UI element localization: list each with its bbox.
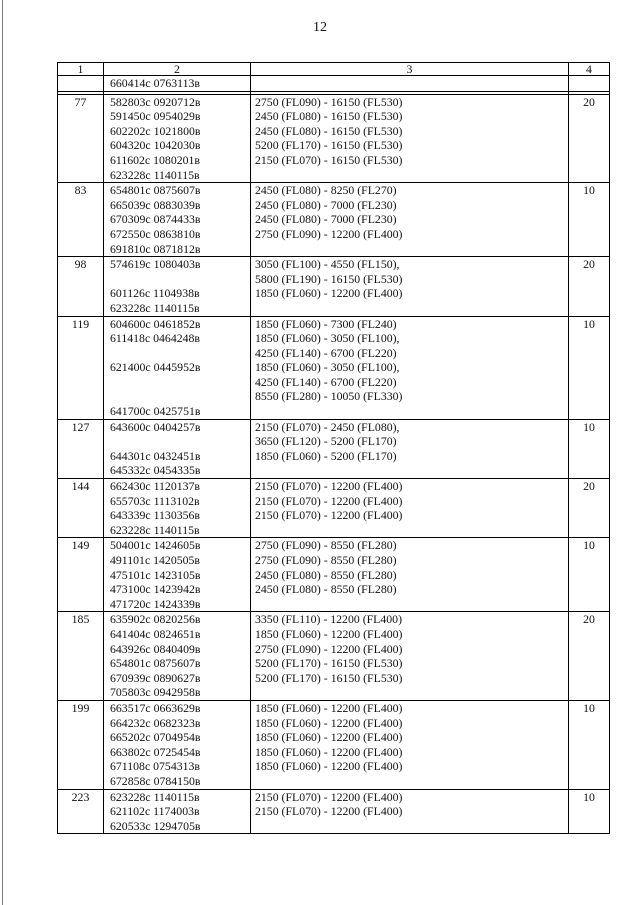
points-cell xyxy=(104,419,251,478)
point-line: 643600с 0404257в xyxy=(110,419,201,434)
point-line: 655703с 1113102в xyxy=(110,493,200,508)
points-cell xyxy=(104,94,251,183)
point-line: 602202с 1021800в xyxy=(110,123,201,138)
blank-line xyxy=(108,272,246,287)
levels-cell xyxy=(251,76,569,92)
point-line: 621400с 0445952в xyxy=(110,360,201,375)
entry-value: 10 xyxy=(569,789,610,834)
level-line: 1850 (FL060) - 5200 (FL170) xyxy=(255,448,397,463)
column-number-1: 1 xyxy=(58,63,104,76)
entry-id: 77 xyxy=(58,94,104,183)
level-line: 2150 (FL070) - 12200 (FL400) xyxy=(255,789,403,804)
level-line: 1850 (FL060) - 12200 (FL400) xyxy=(255,626,403,641)
entry-id: 83 xyxy=(58,183,104,257)
table-row xyxy=(58,538,610,612)
level-line: 5200 (FL170) - 16150 (FL530) xyxy=(255,656,403,671)
table-row xyxy=(58,612,610,701)
point-line: 670939с 0890627в xyxy=(110,670,201,685)
point-line: 663517с 0663629в xyxy=(110,700,201,715)
point-line: 623228с 1140115в xyxy=(110,522,200,537)
points-cell xyxy=(104,257,251,316)
level-line: 5800 (FL190) - 16150 (FL530) xyxy=(255,271,403,286)
point-line: 601126с 1104938в xyxy=(110,286,200,301)
table-row xyxy=(58,183,610,257)
point-line: 473100с 1423942в xyxy=(110,582,201,597)
entry-id: 127 xyxy=(58,419,104,478)
point-line: 654801с 0875607в xyxy=(110,183,201,198)
point-line: 643339с 1130356в xyxy=(110,508,200,523)
column-number-3: 3 xyxy=(251,63,569,76)
point-line: 623228с 1140115в xyxy=(110,789,200,804)
level-line: 4250 (FL140) - 6700 (FL220) xyxy=(255,374,397,389)
level-line: 3650 (FL120) - 5200 (FL170) xyxy=(255,434,397,449)
point-line: 582803с 0920712в xyxy=(110,94,201,109)
point-line: 574619с 1080403в xyxy=(110,257,201,272)
point-line: 635902с 0820256в xyxy=(110,612,201,627)
level-line: 1850 (FL060) - 7300 (FL240) xyxy=(255,316,397,331)
point-line: 604600с 0461852в xyxy=(110,316,201,331)
point-line: 660414с 0763113в xyxy=(110,76,200,90)
level-line: 1850 (FL060) - 12200 (FL400) xyxy=(255,715,403,730)
levels-cell xyxy=(251,316,569,419)
point-line: 672858с 0784150в xyxy=(110,773,201,788)
entry-id: 223 xyxy=(58,789,104,834)
point-line: 705803с 0942958в xyxy=(110,685,201,700)
level-line: 2150 (FL070) - 12200 (FL400) xyxy=(255,804,403,819)
point-line: 471720с 1424339в xyxy=(110,596,201,611)
entry-id: 98 xyxy=(58,257,104,316)
point-line: 641404с 0824651в xyxy=(110,626,201,641)
entry-id: 149 xyxy=(58,538,104,612)
point-line: 475101с 1423105в xyxy=(110,567,201,582)
id-cell xyxy=(58,76,104,92)
point-line: 644301с 0432451в xyxy=(110,448,201,463)
levels-cell xyxy=(251,419,569,478)
value-cell xyxy=(569,76,610,92)
entry-value: 10 xyxy=(569,700,610,789)
blank-line xyxy=(108,346,246,361)
point-line: 654801с 0875607в xyxy=(110,656,201,671)
blank-line xyxy=(108,389,246,404)
level-line: 3050 (FL100) - 4550 (FL150), xyxy=(255,257,400,272)
point-line: 643926с 0840409в xyxy=(110,641,201,656)
points-cell xyxy=(104,316,251,419)
level-line: 5200 (FL170) - 16150 (FL530) xyxy=(255,138,403,153)
table-row xyxy=(58,789,610,834)
entry-value: 20 xyxy=(569,257,610,316)
level-line: 2450 (FL080) - 7000 (FL230) xyxy=(255,197,397,212)
level-line: 2150 (FL070) - 12200 (FL400) xyxy=(255,479,403,494)
level-line: 2750 (FL090) - 16150 (FL530) xyxy=(255,94,403,109)
entry-id: 185 xyxy=(58,612,104,701)
point-line: 662430с 1120137в xyxy=(110,479,200,494)
entry-value: 20 xyxy=(569,94,610,183)
level-line: 1850 (FL060) - 3050 (FL100), xyxy=(255,360,400,375)
level-line: 2450 (FL080) - 8550 (FL280) xyxy=(255,582,397,597)
level-line: 2750 (FL090) - 8550 (FL280) xyxy=(255,553,397,567)
point-line: 691810с 0871812в xyxy=(110,241,201,256)
levels-cell xyxy=(251,612,569,701)
level-line: 2450 (FL080) - 16150 (FL530) xyxy=(255,109,403,124)
entry-id: 199 xyxy=(58,700,104,789)
level-line: 2150 (FL070) - 2450 (FL080), xyxy=(255,419,400,434)
table-row xyxy=(58,419,610,478)
entry-value: 10 xyxy=(569,316,610,419)
level-line: 2150 (FL070) - 12200 (FL400) xyxy=(255,508,403,523)
point-line: 671108с 0754313в xyxy=(110,759,200,774)
table-row xyxy=(58,700,610,789)
level-line: 2450 (FL080) - 8250 (FL270) xyxy=(255,183,397,198)
level-line: 1850 (FL060) - 12200 (FL400) xyxy=(255,700,403,715)
point-line: 611418с 0464248в xyxy=(110,331,200,346)
entry-value: 10 xyxy=(569,183,610,257)
level-line: 2750 (FL090) - 12200 (FL400) xyxy=(255,226,403,241)
level-line: 2150 (FL070) - 12200 (FL400) xyxy=(255,493,403,508)
level-line: 2750 (FL090) - 12200 (FL400) xyxy=(255,641,403,656)
entry-value: 20 xyxy=(569,612,610,701)
levels-cell xyxy=(251,700,569,789)
airway-table xyxy=(57,62,610,834)
table-row xyxy=(58,316,610,419)
point-line: 663802с 0725454в xyxy=(110,744,201,759)
page-edge-rule xyxy=(2,0,3,905)
point-line: 664232с 0682323в xyxy=(110,715,201,730)
points-cell xyxy=(104,538,251,612)
level-line: 1850 (FL060) - 12200 (FL400) xyxy=(255,730,403,745)
points-cell xyxy=(104,612,251,701)
blank-line xyxy=(108,375,246,390)
points-cell xyxy=(104,479,251,538)
levels-cell xyxy=(251,538,569,612)
point-line: 620533с 1294705в xyxy=(110,818,201,833)
level-line: 4250 (FL140) - 6700 (FL220) xyxy=(255,345,397,360)
point-line: 665202с 0704954в xyxy=(110,730,201,745)
levels-cell xyxy=(251,789,569,834)
point-line: 670309с 0874433в xyxy=(110,212,201,227)
level-line: 2450 (FL080) - 7000 (FL230) xyxy=(255,212,397,227)
entry-value: 10 xyxy=(569,538,610,612)
point-line: 504001с 1424605в xyxy=(110,538,201,553)
points-cell xyxy=(104,789,251,834)
blank-line xyxy=(108,434,246,449)
entry-id: 144 xyxy=(58,479,104,538)
point-line: 672550с 0863810в xyxy=(110,226,201,241)
entry-id: 119 xyxy=(58,316,104,419)
level-line: 2750 (FL090) - 8550 (FL280) xyxy=(255,538,397,553)
level-line: 2150 (FL070) - 16150 (FL530) xyxy=(255,152,403,167)
point-line: 491101с 1420505в xyxy=(110,553,200,567)
levels-cell xyxy=(251,183,569,257)
table-row xyxy=(58,257,610,316)
level-line: 1850 (FL060) - 12200 (FL400) xyxy=(255,759,403,774)
level-line: 5200 (FL170) - 16150 (FL530) xyxy=(255,670,403,685)
point-line: 623228с 1140115в xyxy=(110,167,200,182)
point-line: 641700с 0425751в xyxy=(110,404,201,419)
point-line: 621102с 1174003в xyxy=(110,804,200,819)
level-line: 1850 (FL060) - 3050 (FL100), xyxy=(255,331,400,346)
table-row xyxy=(58,479,610,538)
level-line: 2450 (FL080) - 16150 (FL530) xyxy=(255,123,403,138)
levels-cell xyxy=(251,257,569,316)
page-number: 12 xyxy=(313,20,327,35)
level-line: 8550 (FL280) - 10050 (FL330) xyxy=(255,389,403,404)
points-cell xyxy=(104,700,251,789)
column-number-2: 2 xyxy=(104,63,251,76)
entry-value: 20 xyxy=(569,479,610,538)
level-line: 3350 (FL110) - 12200 (FL400) xyxy=(255,612,403,627)
points-cell xyxy=(104,76,251,92)
point-line: 645332с 0454335в xyxy=(110,463,201,478)
level-line: 1850 (FL060) - 12200 (FL400) xyxy=(255,744,403,759)
entry-value: 10 xyxy=(569,419,610,478)
point-line: 623228с 1140115в xyxy=(110,300,200,315)
point-line: 604320с 1042030в xyxy=(110,138,201,153)
column-number-row xyxy=(58,63,610,76)
points-cell xyxy=(104,183,251,257)
continuation-row xyxy=(58,76,610,92)
level-line: 2450 (FL080) - 8550 (FL280) xyxy=(255,567,397,582)
point-line: 611602с 1080201в xyxy=(110,152,200,167)
table-row xyxy=(58,94,610,183)
point-line: 665039с 0883039в xyxy=(110,197,201,212)
levels-cell xyxy=(251,94,569,183)
level-line: 1850 (FL060) - 12200 (FL400) xyxy=(255,286,403,301)
column-number-4: 4 xyxy=(569,63,610,76)
levels-cell xyxy=(251,479,569,538)
point-line: 591450с 0954029в xyxy=(110,109,201,124)
